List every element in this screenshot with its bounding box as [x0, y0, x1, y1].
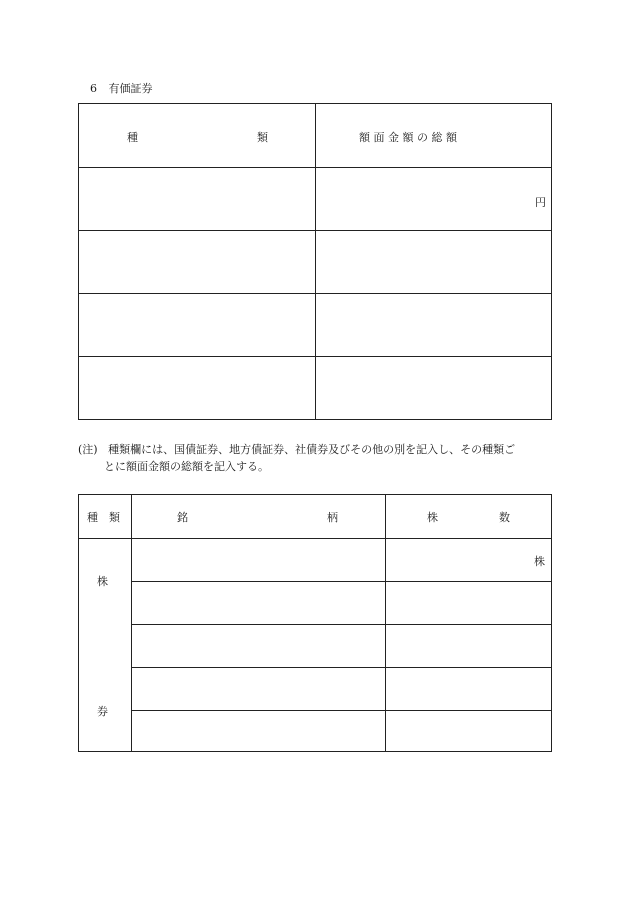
- type-cell-1[interactable]: [79, 168, 315, 230]
- note-text-1: 種類欄には、国債証券、地方債証券、社債券及びその他の別を記入し、その種類ご: [108, 443, 516, 456]
- note-line-2: とに額面金額の総額を記入する。: [104, 460, 269, 473]
- amount-cell-3[interactable]: [316, 294, 552, 356]
- amount-cell-2[interactable]: [316, 231, 552, 293]
- brand-cell-1[interactable]: [132, 539, 385, 581]
- brand-cell-2[interactable]: [132, 582, 385, 624]
- section-title: 有価証券: [108, 82, 153, 95]
- header-type: 種 類: [87, 511, 120, 524]
- stock-type-cell[interactable]: [79, 539, 131, 751]
- header-shares-char-1: 株: [427, 511, 438, 524]
- note-line-1: [78, 441, 554, 458]
- section-heading: [90, 80, 153, 96]
- section-number: 6: [90, 82, 97, 95]
- brand-cell-5[interactable]: [132, 711, 385, 751]
- type-char-top: 株: [97, 575, 108, 588]
- header-brand-char-1: 銘: [177, 511, 188, 524]
- shares-cell-2[interactable]: [386, 582, 551, 624]
- shares-cell-4[interactable]: [386, 668, 551, 710]
- brand-cell-4[interactable]: [132, 668, 385, 710]
- note: [78, 441, 554, 475]
- shares-unit: 株: [534, 555, 545, 568]
- amount-cell-4[interactable]: [316, 357, 552, 419]
- header-brand-char-2: 柄: [327, 511, 338, 524]
- securities-amount-table: [78, 103, 552, 420]
- shares-cell-5[interactable]: [386, 711, 551, 751]
- shares-cell-1[interactable]: [386, 539, 551, 581]
- type-cell-4[interactable]: [79, 357, 315, 419]
- note-label: (注): [78, 443, 98, 456]
- brand-cell-3[interactable]: [132, 625, 385, 667]
- shares-cell-3[interactable]: [386, 625, 551, 667]
- type-cell-2[interactable]: [79, 231, 315, 293]
- header-face-value-total: 額 面 金 額 の 総 額: [359, 131, 457, 144]
- header-shares-char-2: 数: [499, 511, 510, 524]
- type-cell-3[interactable]: [79, 294, 315, 356]
- header-type-char-2: 類: [257, 131, 268, 144]
- stock-table: [78, 494, 552, 752]
- type-char-bottom: 券: [97, 705, 108, 718]
- header-type-char-1: 種: [127, 131, 138, 144]
- amount-cell-1[interactable]: [316, 168, 552, 230]
- yen-unit: 円: [535, 196, 546, 209]
